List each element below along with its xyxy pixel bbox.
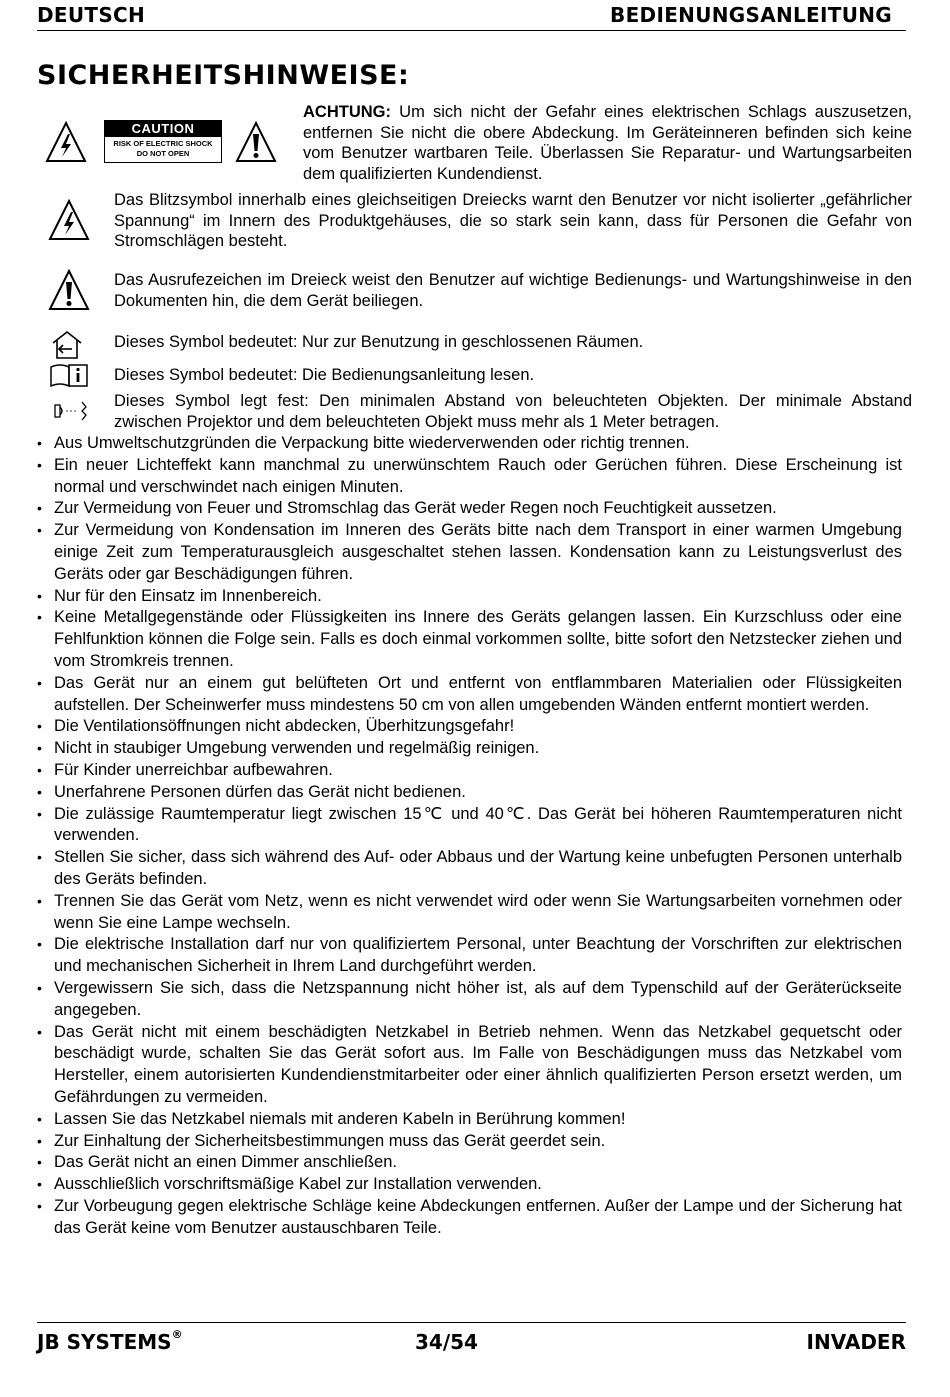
section-title: SICHERHEITSHINWEISE: [37,60,410,91]
page-footer [37,1322,906,1353]
list-item: • Die elektrische Installation darf nur von qualifiziertem Personal, unter Beachtung der Vorschriften zur elektrischen und mechanischen Sicherheit in Ihrem Land durchgeführt werden. [37,934,902,978]
manual-info-icon [48,362,90,388]
list-item: • Das Gerät nur an einem gut belüfteten Ort und entfernt von entflammbaren Materialien oder Flüssigkeiten aufstellen. Der Scheinwerfer muss mindestens 50 cm von allen umgebenden Wänden entfernt montiert werden. [37,673,902,717]
achtung-paragraph [303,102,912,184]
list-item: • Ausschließlich vorschriftsmäßige Kabel zur Installation verwenden. [37,1174,902,1196]
list-item: • Nicht in staubiger Umgebung verwenden und regelmäßig reinigen. [37,738,902,760]
symbol-text-exclamation: Das Ausrufezeichen im Dreieck weist den Benutzer auf wichtige Bedienungs- und Wartungshinweise in den Dokumenten hin, die dem Gerät beiliegen. [114,271,912,310]
footer-product: INVADER [806,1330,906,1354]
list-item: • Ein neuer Lichteffekt kann manchmal zu unerwünschtem Rauch oder Gerüchen führen. Diese Erscheinung ist normal und verschwindet nach einigen Minuten. [37,455,902,499]
list-item: • Das Gerät nicht mit einem beschädigten Netzkabel in Betrieb nehmen. Wenn das Netzkabel gequetscht oder beschädigt wurde, schalten Sie das Gerät sofort aus. Im Falle von Beschädigungen muss das Netzkabel vom Hersteller, einem autorisierten Kundendienstmitarbeiter oder einer ähnlich qualifizierten Person ersetzt werden, um Gefährdungen zu vermeiden. [37,1022,902,1109]
list-item: • Trennen Sie das Gerät vom Netz, wenn es nicht verwendet wird oder wenn Sie Wartungsarbeiten vornehmen oder wenn Sie eine Lampe wechseln. [37,891,902,935]
lightning-triangle-icon [44,120,88,164]
list-item: • Stellen Sie sicher, dass sich während des Auf- oder Abbaus und der Wartung keine unbefugten Personen unterhalb des Geräts befinden. [37,847,902,891]
list-item: • Das Gerät nicht an einen Dimmer anschließen. [37,1152,902,1174]
symbol-text-manual: Dieses Symbol bedeutet: Die Bedienungsanleitung lesen. [114,366,535,384]
symbol-text-distance: Dieses Symbol legt fest: Den minimalen Abstand von beleuchteten Objekten. Der minimale Abstand zwischen Projektor und dem beleuchteten Objekt muss mehr als 1 Meter betragen. [114,392,912,431]
symbol-text-indoor: Dieses Symbol bedeutet: Nur zur Benutzung in geschlossenen Räumen. [114,333,644,351]
list-item: • Vergewissern Sie sich, dass die Netzspannung nicht höher ist, als auf dem Typenschild auf der Geräterückseite angegeben. [37,978,902,1022]
symbol-text-lightning: Das Blitzsymbol innerhalb eines gleichseitigen Dreiecks warnt den Benutzer vor nicht isolierter „gefährlicher Spannung“ im Innern des Produktgehäuses, die so stark sein kann, dass für Personen die Gefahr von Stromschlägen besteht. [114,191,912,250]
list-item: • Zur Vermeidung von Feuer und Stromschlag das Gerät weder Regen noch Feuchtigkeit aussetzen. [37,498,902,520]
page-header [37,2,906,31]
caution-sticker [104,120,222,163]
indoor-house-icon [50,330,84,360]
header-language: DEUTSCH [37,3,146,27]
caution-label-row [44,118,284,170]
list-item: • Zur Einhaltung der Sicherheitsbestimmungen muss das Gerät geerdet sein. [37,1131,902,1153]
list-item: • Lassen Sie das Netzkabel niemals mit anderen Kabeln in Berührung kommen! [37,1109,902,1131]
registered-mark: ® [171,1328,183,1341]
list-item: • Aus Umweltschutzgründen die Verpackung bitte wiederverwenden oder richtig trennen. [37,433,902,455]
list-item: • Nur für den Einsatz im Innenbereich. [37,586,902,608]
caution-sticker-line1: RISK OF ELECTRIC SHOCK [113,139,213,148]
list-item: • Für Kinder unerreichbar aufbewahren. [37,760,902,782]
achtung-label: ACHTUNG: [303,103,391,121]
exclamation-triangle-icon [47,268,91,312]
footer-brand-name: JB SYSTEMS [37,1330,172,1354]
footer-brand [37,1330,183,1354]
header-doc-type: BEDIENUNGSANLEITUNG [610,3,892,27]
list-item: • Zur Vorbeugung gegen elektrische Schläge keine Abdeckungen entfernen. Außer der Lampe und der Sicherung hat das Gerät keine vom Benutzer austauschbaren Teile. [37,1196,902,1240]
exclamation-triangle-icon [234,120,278,164]
caution-sticker-title: CAUTION [105,121,221,137]
achtung-text: Um sich nicht der Gefahr eines elektrischen Schlags auszusetzen, entfernen Sie nicht die obere Abdeckung. Im Geräteinneren befinden sich keine vom Benutzer wartbaren Teile. Überlassen Sie Reparatur- und Wartungsarbeiten dem qualifizierten Kundendienst. [303,103,912,183]
list-item: • Die Ventilationsöffnungen nicht abdecken, Überhitzungsgefahr! [37,716,902,738]
list-item: • Zur Vermeidung von Kondensation im Inneren des Geräts bitte nach dem Transport in einer warmen Umgebung einige Zeit zum Temperaturausgleich ausgeschaltet stehen lassen. Kondensation kann zu Leistungsverlust des Geräts oder gar Beschädigungen führen. [37,520,902,585]
distance-projector-icon [52,399,92,423]
caution-sticker-line2: DO NOT OPEN [136,149,190,158]
list-item: • Keine Metallgegenstände oder Flüssigkeiten ins Innere des Geräts gelangen lassen. Ein Kurzschluss oder eine Fehlfunktion können die Folge sein. Falls es doch einmal vorkommen sollte, bitte sofort den Netzstecker ziehen und vom Stromkreis trennen. [37,607,902,672]
lightning-triangle-icon [47,198,91,242]
list-item: • Unerfahrene Personen dürfen das Gerät nicht bedienen. [37,782,902,804]
list-item: • Die zulässige Raumtemperatur liegt zwischen 15℃ und 40℃. Das Gerät bei höheren Raumtemperaturen nicht verwenden. [37,804,902,848]
safety-bullet-list [37,433,902,1239]
page-number: 34/54 [415,1330,478,1354]
